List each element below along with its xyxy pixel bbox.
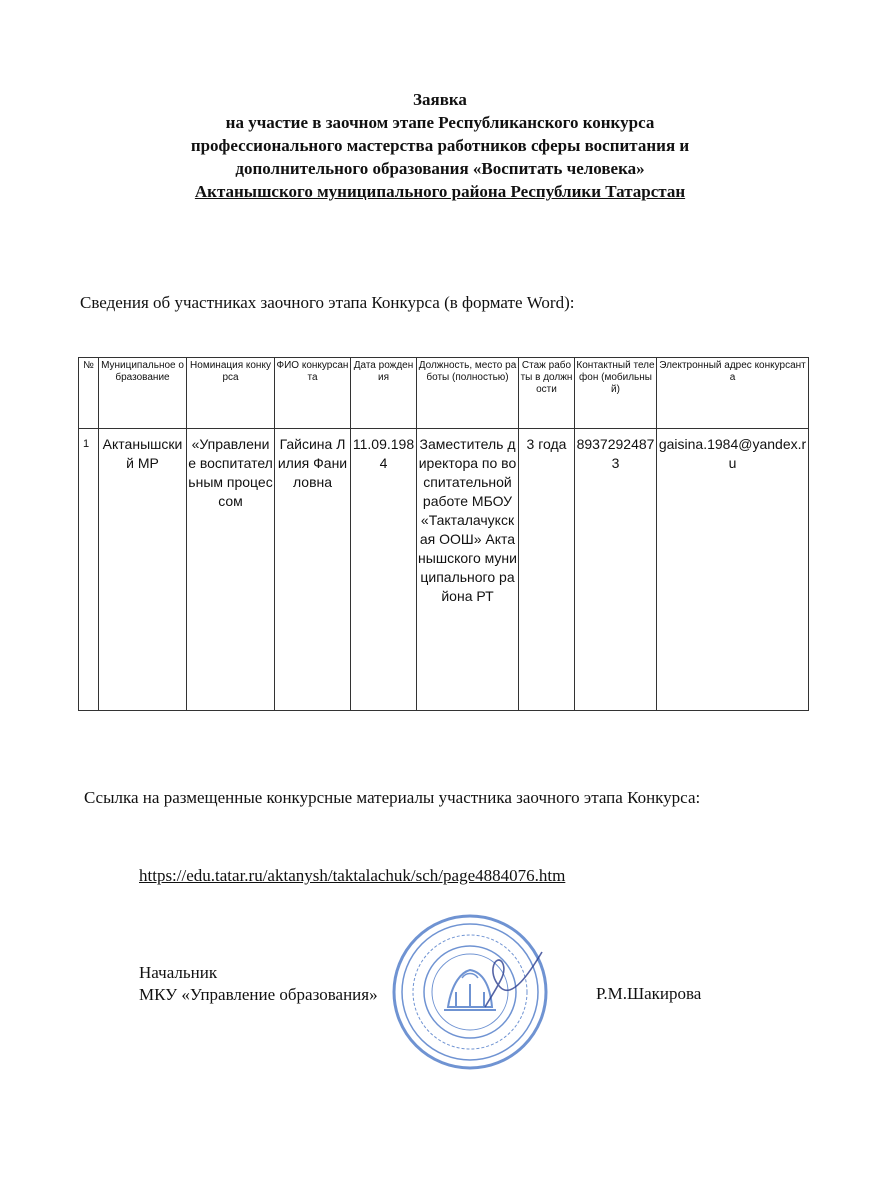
cell-position: Заместитель директора по воспитательной работе МБОУ «Такталачукская ООШ» Актанышского муниципального района РТ [417, 429, 519, 711]
cell-municipality: Актанышский МР [99, 429, 187, 711]
cell-nomination: «Управление воспитательным процессом [187, 429, 275, 711]
header-cell-fio: ФИО конкурсанта [275, 358, 351, 429]
intro-text: Сведения об участниках заочного этапа Конкурса (в формате Word): [80, 293, 575, 312]
header-cell-birth: Дата рождения [351, 358, 417, 429]
header-title: Заявка [413, 90, 467, 109]
header-line-4: Актанышского муниципального района Республики Татарстан [194, 182, 686, 201]
header-cell-experience: Стаж работы в должности [519, 358, 575, 429]
participants-table [78, 357, 809, 711]
cell-num: 1 [79, 429, 99, 711]
document-header [100, 88, 780, 203]
link-description: Ссылка на размещенные конкурсные материалы участника заочного этапа Конкурса: [84, 788, 701, 807]
header-line-3: дополнительного образования «Воспитать человека» [235, 159, 645, 178]
signatory-name: Р.М.Шакирова [596, 984, 702, 1003]
cell-fio: Гайсина Лилия Фаниловна [275, 429, 351, 711]
table-header-row [79, 358, 809, 429]
cell-experience: 3 года [519, 429, 575, 711]
table-row [79, 429, 809, 711]
header-cell-municipality: Муниципальное образование [99, 358, 187, 429]
header-cell-phone: Контактный телефон (мобильный) [575, 358, 657, 429]
official-stamp-icon [390, 912, 550, 1072]
cell-phone: 89372924873 [575, 429, 657, 711]
signatory-position [139, 962, 378, 1006]
header-cell-num: № [79, 358, 99, 429]
header-cell-email: Электронный адрес конкурсанта [657, 358, 809, 429]
header-cell-position: Должность, место работы (полностью) [417, 358, 519, 429]
cell-email: gaisina.1984@yandex.ru [657, 429, 809, 711]
header-line-2: профессионального мастерства работников сферы воспитания и [190, 136, 690, 155]
materials-link[interactable]: https://edu.tatar.ru/aktanysh/taktalachuk/sch/page4884076.htm [139, 866, 566, 885]
header-cell-nomination: Номинация конкурса [187, 358, 275, 429]
header-line-1: на участие в заочном этапе Республиканского конкурса [225, 113, 655, 132]
signatory-title-line-1: Начальник [139, 963, 218, 982]
signatory-title-line-2: МКУ «Управление образования» [139, 985, 378, 1004]
cell-birth: 11.09.1984 [351, 429, 417, 711]
